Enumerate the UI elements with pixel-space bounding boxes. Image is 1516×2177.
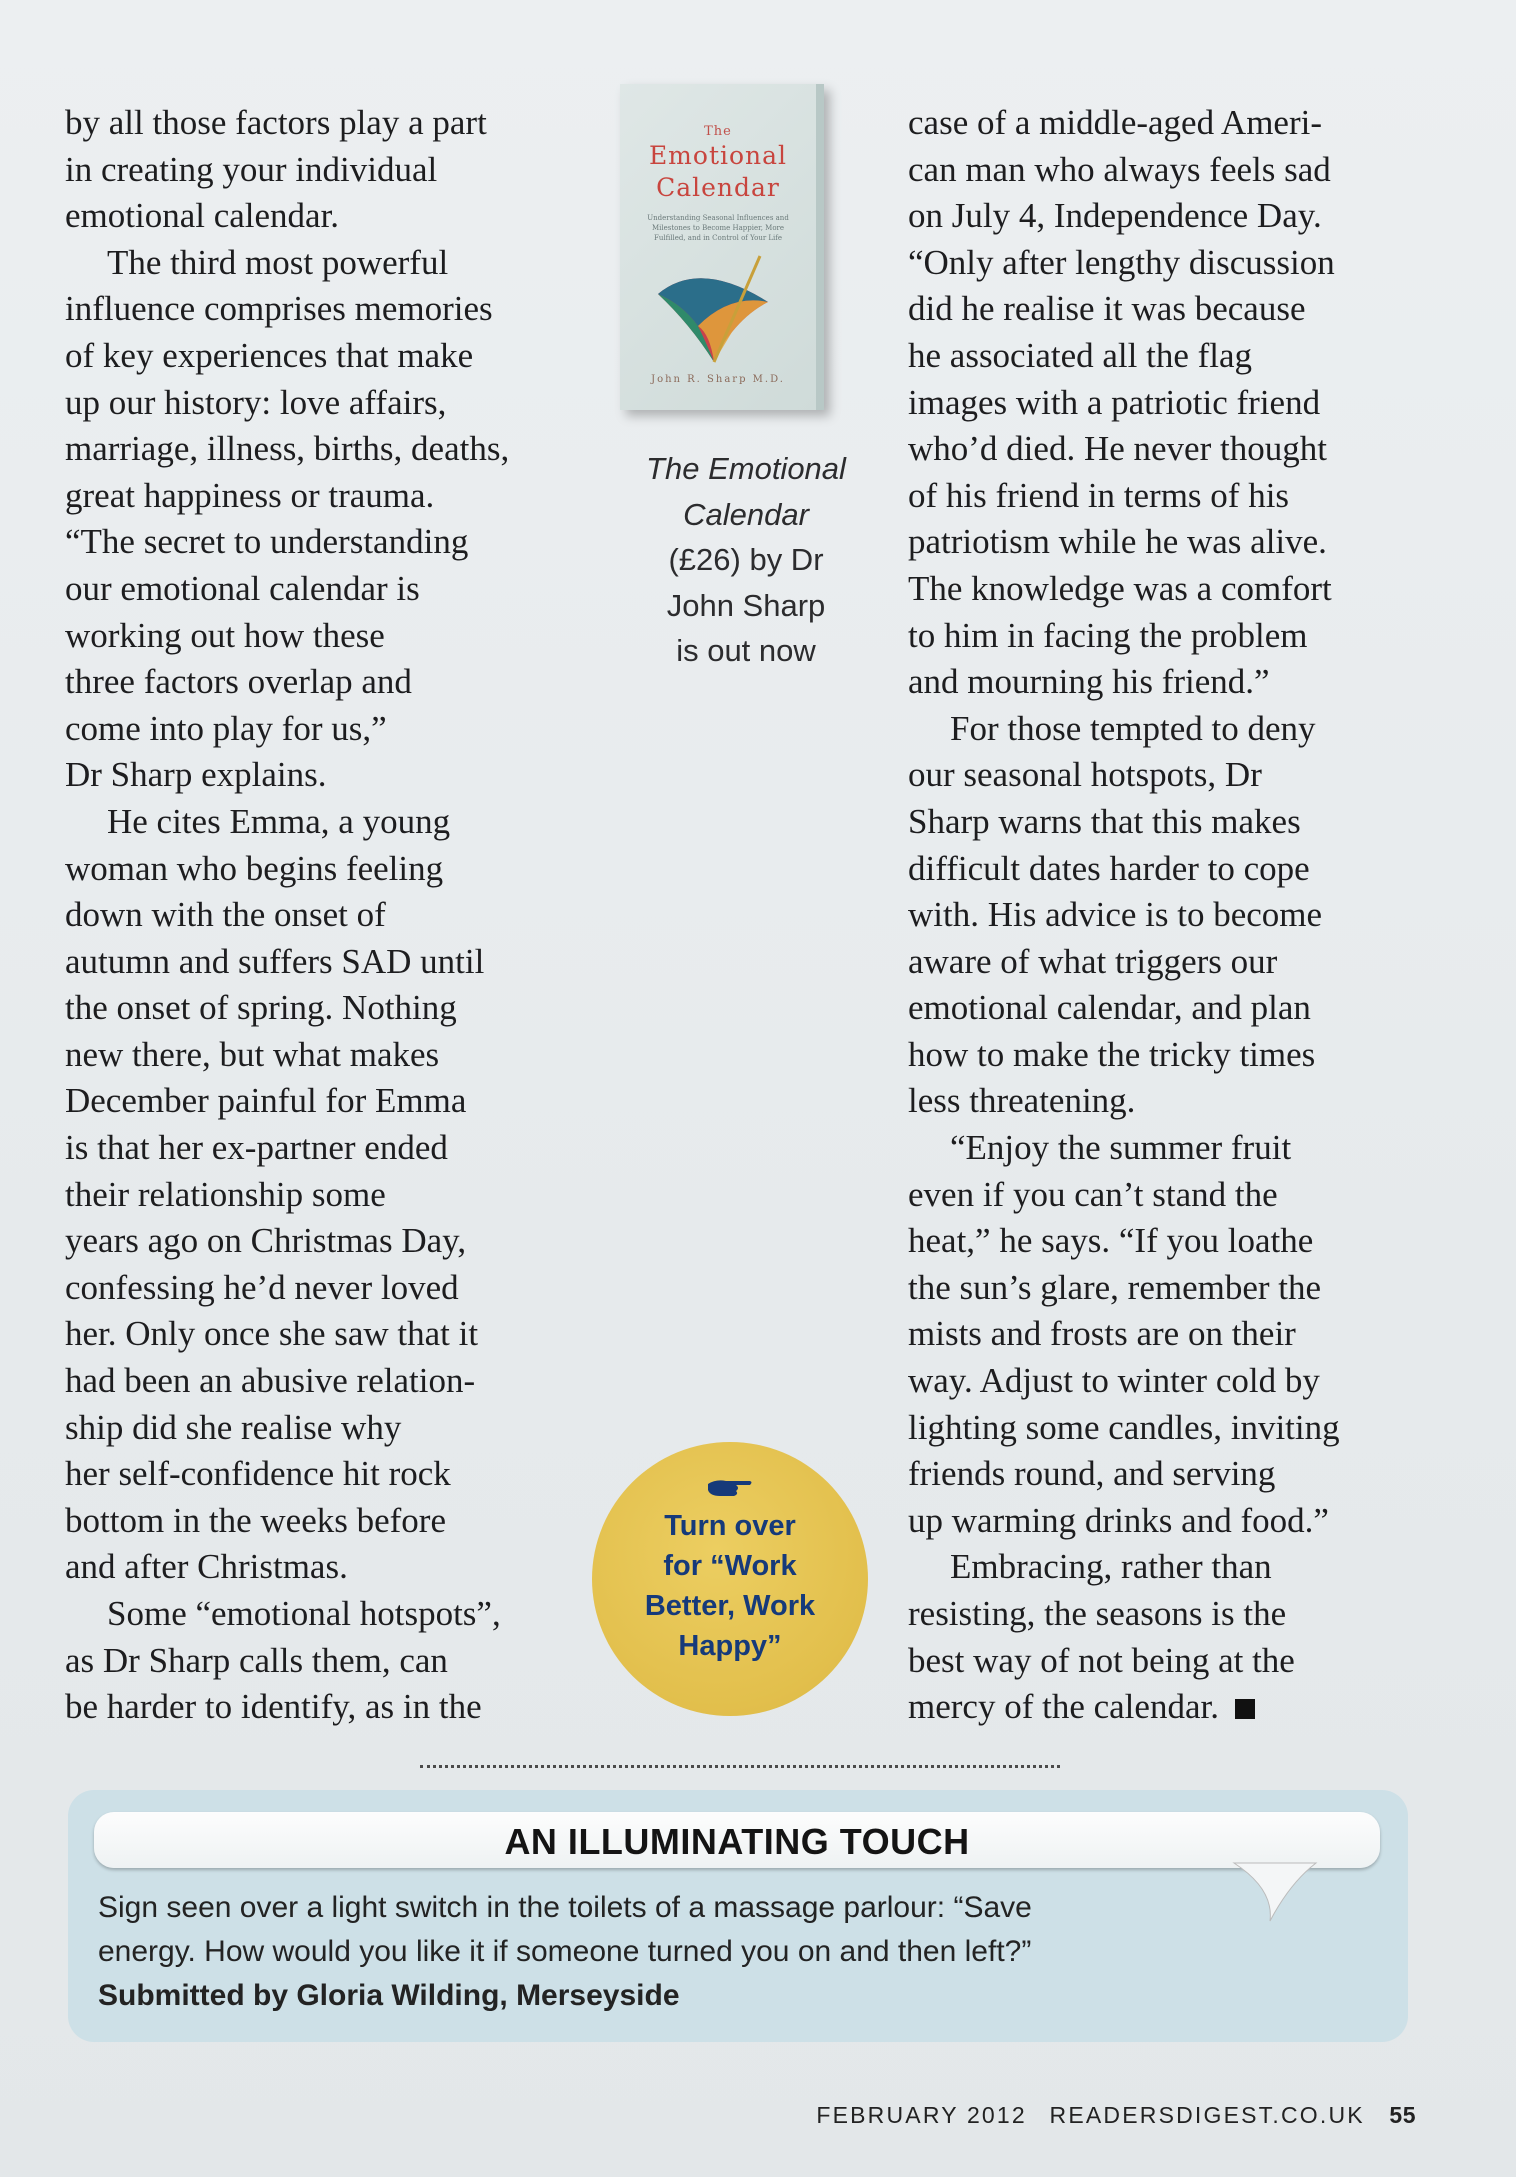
article-line: case of a middle-aged Ameri-: [908, 103, 1322, 142]
book-cover-image: [620, 84, 828, 424]
joke-panel-title: AN ILLUMINATING TOUCH: [504, 1821, 970, 1862]
article-line: aware of what triggers our: [908, 941, 1278, 981]
article-line: working out how these: [65, 615, 385, 655]
article-paragraph: [908, 706, 1428, 1125]
article-line: “Enjoy the summer fruit: [950, 1128, 1292, 1168]
article-line: great happiness or trauma.: [65, 475, 435, 515]
book-cover-author: John R. Sharp M.D.: [651, 374, 785, 385]
book-cover: [620, 84, 824, 410]
article-line: and after Christmas.: [65, 1547, 348, 1587]
article-line: be harder to identify, as in the: [65, 1687, 482, 1727]
article-line: in creating your individual: [65, 149, 438, 189]
umbrella-icon: [650, 254, 780, 374]
joke-text-line-1: Sign seen over a light switch in the toilets of a massage parlour: “Save: [98, 1891, 1032, 1924]
article-paragraph: [908, 1544, 1428, 1730]
article-line: up warming drinks and food.”: [908, 1500, 1329, 1540]
article-line: Embracing, rather than: [950, 1547, 1272, 1587]
article-line: autumn and suffers SAD until: [65, 941, 485, 981]
joke-credit: Submitted by Gloria Wilding, Merseyside: [98, 1979, 680, 2012]
article-line: did he realise it was because: [908, 289, 1306, 329]
page-number: 55: [1389, 2102, 1416, 2128]
article-line: up our history: love affairs,: [65, 382, 447, 422]
article-line: marriage, illness, births, deaths,: [65, 429, 510, 469]
caption-title-1: The Emotional: [646, 451, 846, 486]
article-paragraph: [65, 799, 605, 1591]
article-line: December painful for Emma: [65, 1081, 467, 1121]
turn-over-badge[interactable]: [592, 1442, 868, 1716]
article-line: difficult dates harder to cope: [908, 848, 1310, 888]
article-line: can man who always feels sad: [908, 149, 1331, 189]
article-line: on July 4, Independence Day.: [908, 196, 1322, 236]
article-line: new there, but what makes: [65, 1034, 440, 1074]
article-line: our seasonal hotspots, Dr: [908, 755, 1262, 795]
end-mark-icon: [1235, 1699, 1255, 1719]
article-line: come into play for us,”: [65, 708, 387, 748]
article-line: of key experiences that make: [65, 335, 474, 375]
article-line: Some “emotional hotspots”,: [107, 1594, 501, 1633]
pointing-hand-icon: [706, 1476, 754, 1498]
article-paragraph: [908, 100, 1428, 706]
badge-line-1: Turn over: [664, 1510, 796, 1542]
article-line: mists and frosts are on their: [908, 1314, 1296, 1354]
article-line: and mourning his friend.”: [908, 662, 1270, 702]
badge-line-2: for “Work: [663, 1550, 797, 1582]
article-line: mercy of the calendar.: [908, 1684, 1428, 1731]
article-line: heat,” he says. “If you loathe: [908, 1221, 1314, 1261]
joke-text-line-2: energy. How would you like it if someone turned you on and then left?”: [98, 1935, 1032, 1968]
article-line: “Only after lengthy discussion: [908, 242, 1335, 282]
joke-panel-body: [98, 1886, 1338, 2018]
caption-title-2: Calendar: [683, 496, 809, 532]
article-line: of his friend in terms of his: [908, 475, 1290, 515]
article-line: their relationship some: [65, 1174, 386, 1214]
article-line: our emotional calendar is: [65, 568, 420, 608]
article-line: emotional calendar, and plan: [908, 988, 1311, 1028]
badge-line-4: Happy”: [678, 1630, 782, 1662]
book-cover-the: The: [704, 124, 732, 139]
footer-issue: FEBRUARY 2012: [816, 2102, 1027, 2128]
book-cover-title-1: Emotional: [648, 141, 788, 170]
article-line: even if you can’t stand the: [908, 1174, 1278, 1214]
book-cover-title-2: Calendar: [656, 173, 780, 202]
article-line: the sun’s glare, remember the: [908, 1267, 1322, 1307]
article-line: down with the onset of: [65, 895, 386, 935]
article-line: best way of not being at the: [908, 1640, 1295, 1680]
article-line: Sharp warns that this makes: [908, 801, 1301, 841]
book-caption: [617, 446, 875, 674]
article-line: by all those factors play a part: [65, 103, 487, 142]
article-line: he associated all the flag: [908, 335, 1253, 375]
article-line: is that her ex-partner ended: [65, 1128, 448, 1168]
article-paragraph: [65, 100, 605, 240]
article-line: For those tempted to deny: [950, 708, 1316, 748]
book-cover-subtitle: Understanding Seasonal Influences and Milestones to Become Happier, More Fulfilled, and in Control of Your Life: [647, 214, 789, 242]
article-line: friends round, and serving: [908, 1454, 1276, 1494]
article-line: the onset of spring. Nothing: [65, 988, 457, 1028]
article-line: how to make the tricky times: [908, 1034, 1316, 1074]
article-line: “The secret to understanding: [65, 522, 469, 562]
article-line: ship did she realise why: [65, 1407, 402, 1447]
article-line: with. His advice is to become: [908, 895, 1323, 935]
article-line: Dr Sharp explains.: [65, 755, 327, 795]
article-line: way. Adjust to winter cold by: [908, 1361, 1320, 1401]
page-footer: [740, 2100, 1416, 2130]
article-line: woman who begins feeling: [65, 848, 444, 888]
section-divider: [420, 1765, 1060, 1768]
article-line: less threatening.: [908, 1081, 1136, 1121]
article-right-column: [908, 100, 1428, 1731]
article-line: patriotism while he was alive.: [908, 522, 1327, 562]
article-line: lighting some candles, inviting: [908, 1407, 1340, 1447]
article-line: confessing he’d never loved: [65, 1267, 459, 1307]
article-line: He cites Emma, a young: [107, 801, 451, 841]
article-paragraph: [908, 1125, 1428, 1544]
article-line: her. Only once she saw that it: [65, 1314, 479, 1354]
article-line: years ago on Christmas Day,: [65, 1221, 467, 1261]
article-line: The third most powerful: [107, 242, 449, 282]
footer-site: READERSDIGEST.CO.UK: [1049, 2102, 1365, 2128]
caption-price: (£26) by Dr: [668, 542, 824, 577]
article-paragraph: [65, 240, 605, 799]
article-line: had been an abusive relation-: [65, 1361, 476, 1401]
article-line: emotional calendar.: [65, 196, 340, 236]
article-line: The knowledge was a comfort: [908, 568, 1332, 608]
caption-author: John Sharp: [666, 587, 826, 623]
article-line: her self-confidence hit rock: [65, 1454, 451, 1494]
article-line: who’d died. He never thought: [908, 429, 1327, 469]
caption-availability: is out now: [676, 633, 816, 668]
article-line: resisting, the seasons is the: [908, 1594, 1287, 1633]
article-left-column: [65, 100, 605, 1731]
article-line: images with a patriotic friend: [908, 382, 1321, 422]
article-line: as Dr Sharp calls them, can: [65, 1640, 448, 1680]
article-line: bottom in the weeks before: [65, 1500, 447, 1540]
article-line: three factors overlap and: [65, 662, 412, 702]
article-line: to him in facing the problem: [908, 615, 1308, 655]
badge-line-3: Better, Work: [644, 1590, 816, 1622]
article-paragraph: [65, 1591, 605, 1731]
article-line: influence comprises memories: [65, 289, 493, 329]
